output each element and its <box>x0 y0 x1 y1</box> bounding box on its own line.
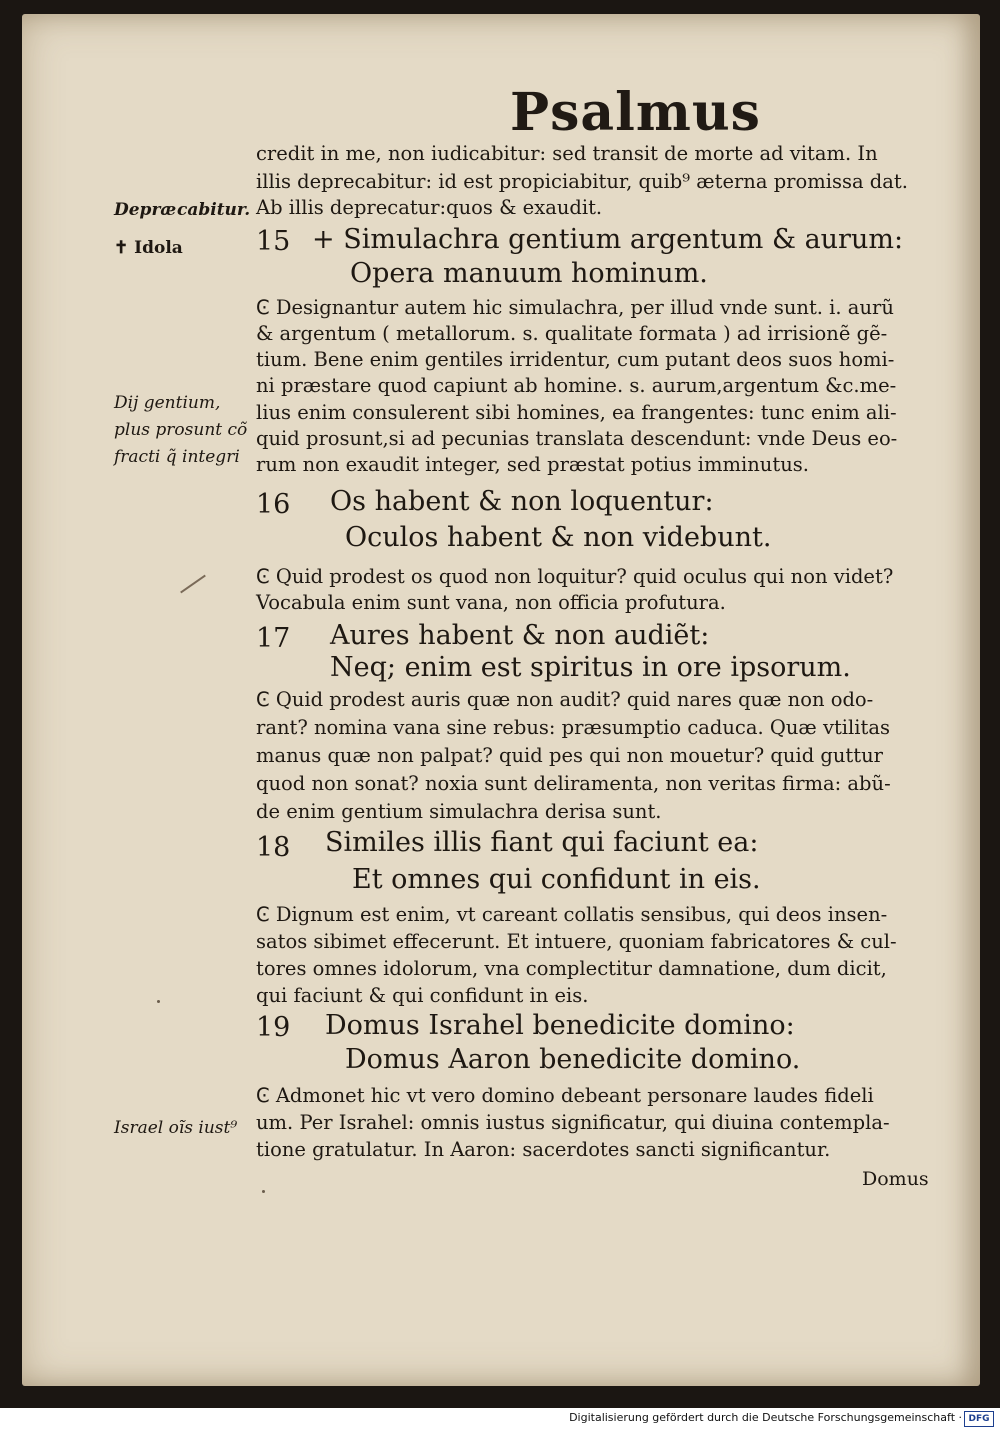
verse-line: Domus Israhel benedicite domino: <box>325 1010 795 1041</box>
digitization-footer <box>0 1408 1000 1429</box>
verse-line: + Simulachra gentium argentum & aurum: <box>312 224 904 255</box>
text-line: Ab illis deprecatur:quos & exaudit. <box>256 196 603 219</box>
text-line: lius enim consulerent sibi homines, ea frangentes: tunc enim ali- <box>256 401 897 424</box>
margin-note-deprecabitur: Deprӕcabitur. <box>114 200 251 220</box>
pilcrow-mark: Ͼ <box>256 903 270 926</box>
verse-line: Os habent & non loquentur: <box>330 486 714 517</box>
commentary-line <box>256 903 887 926</box>
verse-line: Aures habent & non audiẽt: <box>330 620 710 651</box>
text-line: satos sibimet effecerunt. Et intuere, quoniam fabricatores & cul- <box>256 930 897 953</box>
commentary-line <box>256 296 894 319</box>
ink-speck <box>262 1190 265 1193</box>
pilcrow-mark: Ͼ <box>256 688 270 711</box>
text-line: Quid prodest os quod non loquitur? quid oculus qui non videt? <box>275 565 894 588</box>
margin-note-idola: ✝ Idola <box>114 238 183 258</box>
text-line: Dignum est enim, vt careant collatis sensibus, qui deos insen- <box>275 903 888 926</box>
verse-line: Neq; enim est spiritus in ore ipsorum. <box>330 652 851 683</box>
text-line: ni præstare quod capiunt ab homine. s. aurum,argentum &c.me- <box>256 374 897 397</box>
margin-note-dij-3: fracti q̃ integri <box>114 447 240 467</box>
verse-line: Et omnes qui confidunt in eis. <box>352 864 761 895</box>
catchword: Domus <box>862 1168 929 1190</box>
text-line: Vocabula enim sunt vana, non officia profutura. <box>256 591 726 614</box>
text-line: qui faciunt & qui confidunt in eis. <box>256 984 589 1007</box>
commentary-line <box>256 688 873 711</box>
text-line: manus quæ non palpat? quid pes qui non mouetur? quid guttur <box>256 744 883 767</box>
pilcrow-mark: Ͼ <box>256 296 270 319</box>
commentary-line <box>256 1084 874 1107</box>
margin-note-dij-1: Dij gentium, <box>114 393 221 413</box>
ink-speck <box>157 1000 160 1003</box>
verse-line: Domus Aaron benedicite domino. <box>345 1044 801 1075</box>
text-line: credit in me, non iudicabitur: sed transit de morte ad vitam. In <box>256 142 878 165</box>
verse-number: 17 <box>256 623 291 654</box>
margin-note-dij-2: plus prosunt cõ <box>114 420 248 440</box>
verse-number: 15 <box>256 226 291 257</box>
text-line: Admonet hic vt vero domino debeant personare laudes fideli <box>275 1084 874 1107</box>
text-line: illis deprecabitur: id est propiciabitur, quib⁹ æterna promissa dat. <box>256 170 908 193</box>
running-head: Psalmus <box>510 82 761 143</box>
text-line: quod non sonat? noxia sunt deliramenta, non veritas firma: abũ- <box>256 772 891 795</box>
text-line: rum non exaudit integer, sed præstat potius imminutus. <box>256 453 809 476</box>
text-line: tores omnes idolorum, vna complectitur damnatione, dum dicit, <box>256 957 887 980</box>
text-line: Quid prodest auris quæ non audit? quid nares quæ non odo- <box>275 688 874 711</box>
text-line: quid prosunt,si ad pecunias translata descendunt: vnde Deus eo- <box>256 427 898 450</box>
commentary-line <box>256 565 893 588</box>
verse-number: 16 <box>256 489 291 520</box>
verse-number: 19 <box>256 1012 291 1043</box>
pilcrow-mark: Ͼ <box>256 1084 270 1107</box>
verse-line: Oculos habent & non videbunt. <box>345 522 772 553</box>
margin-note-israel: Israel oĩs iust⁹ <box>114 1118 238 1138</box>
text-line: Designantur autem hic simulachra, per illud vnde sunt. i. aurũ <box>275 296 894 319</box>
text-line: um. Per Israhel: omnis iustus significatur, qui diuina contempla- <box>256 1111 890 1134</box>
text-line: de enim gentium simulachra derisa sunt. <box>256 800 662 823</box>
footer-credit: Digitalisierung gefördert durch die Deutsche Forschungsgemeinschaft · <box>569 1411 962 1424</box>
dfg-logo: DFG <box>964 1411 994 1427</box>
text-line: tione gratulatur. In Aaron: sacerdotes sancti significantur. <box>256 1138 831 1161</box>
pilcrow-mark: Ͼ <box>256 565 270 588</box>
text-line: & argentum ( metallorum. s. qualitate formata ) ad irrisionẽ gẽ- <box>256 322 888 345</box>
verse-line: Similes illis fiant qui faciunt ea: <box>325 827 759 858</box>
text-line: tium. Bene enim gentiles irridentur, cum putant deos suos homi- <box>256 348 895 371</box>
verse-line: Opera manuum hominum. <box>350 258 708 289</box>
verse-number: 18 <box>256 832 291 863</box>
text-line: rant? nomina vana sine rebus: præsumptio caduca. Quæ vtilitas <box>256 716 890 739</box>
